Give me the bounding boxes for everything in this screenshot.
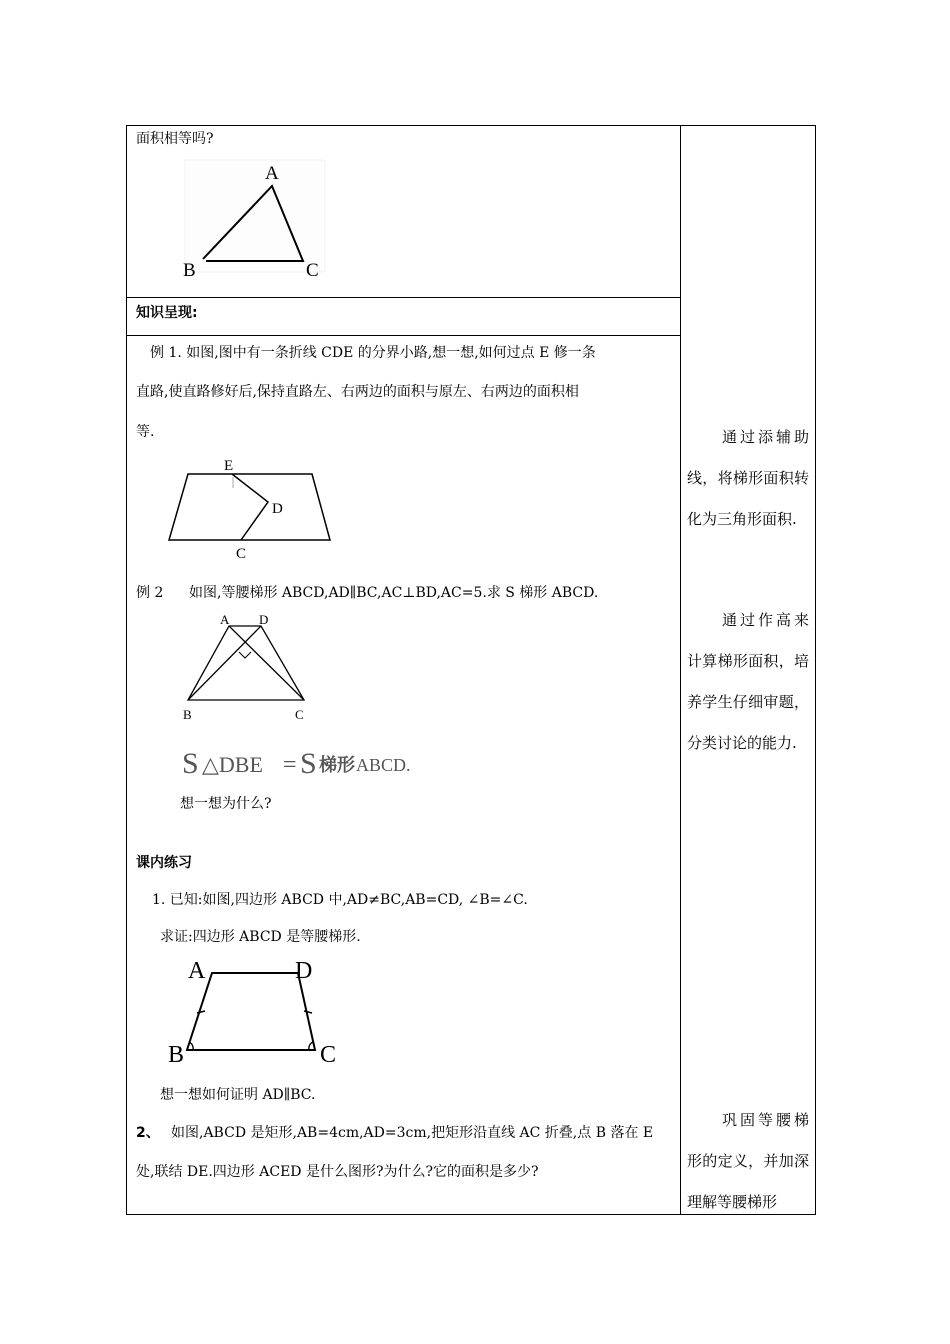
- triangle-figure: [180, 155, 340, 285]
- label-a: A: [220, 612, 230, 627]
- label-c: C: [306, 260, 319, 281]
- trapezoid-abcd-figure: [160, 955, 350, 1070]
- label-d: D: [259, 612, 269, 627]
- example1-line2: 直路,使直路修好后,保持直路左、右两边的面积与原左、右两边的面积相: [136, 384, 579, 400]
- label-c: C: [295, 707, 304, 722]
- example1-line1: 例 1. 如图,图中有一条折线 CDE 的分界小路,想一想,如何过点 E 修一条: [150, 345, 596, 361]
- side-note-2: 通过作高来计算梯形面积，培养学生仔细审题，分类讨论的能力.: [687, 611, 809, 752]
- label-a: A: [265, 163, 279, 184]
- example1-line3: 等.: [136, 424, 155, 440]
- label-d: D: [295, 958, 313, 984]
- label-b: B: [183, 260, 196, 281]
- label-e: E: [224, 458, 234, 474]
- formula-trapezoid: 梯形: [319, 755, 355, 775]
- formula-s2: S: [300, 747, 317, 780]
- question-text: 面积相等吗?: [136, 131, 214, 147]
- side-note-3: 巩固等腰梯形的定义，并加深理解等腰梯形: [687, 1111, 809, 1211]
- example2-text: 如图,等腰梯形 ABCD,AD∥BC,AC⊥BD,AC=5.求 S 梯形 ABCD.: [189, 585, 599, 601]
- label-c: C: [320, 1042, 337, 1068]
- row-divider: [126, 297, 681, 298]
- label-b: B: [183, 707, 192, 722]
- example2-number: 例 2: [136, 585, 164, 601]
- formula-triangle: △DBE: [202, 752, 263, 777]
- practice2-number: 2、: [136, 1125, 160, 1141]
- formula-equals: =: [283, 752, 297, 778]
- think-text-2: 想一想如何证明 AD∥BC.: [160, 1087, 316, 1103]
- section-practice: 课内练习: [136, 855, 192, 871]
- row-divider: [126, 335, 681, 336]
- path-trapezoid-figure: [165, 452, 340, 567]
- practice2-line2: 处,联结 DE.四边形 ACED 是什么图形?为什么?它的面积是多少?: [136, 1164, 539, 1180]
- side-note-1: 通过添辅助线，将梯形面积转化为三角形面积.: [687, 428, 809, 528]
- think-text: 想一想为什么?: [180, 796, 272, 812]
- column-divider: [680, 125, 681, 1215]
- label-c: C: [236, 546, 247, 562]
- practice2-line1: 如图,ABCD 是矩形,AB=4cm,AD=3cm,把矩形沿直线 AC 折叠,点 B 落在 E: [171, 1125, 654, 1141]
- isosceles-trapezoid-figure: [180, 612, 310, 727]
- practice1-line2: 求证:四边形 ABCD 是等腰梯形.: [160, 929, 361, 945]
- label-b: B: [168, 1042, 185, 1068]
- area-formula: [182, 744, 422, 778]
- formula-s1: S: [182, 747, 199, 780]
- label-a: A: [188, 958, 206, 984]
- section-knowledge: 知识呈现:: [136, 305, 198, 321]
- label-d: D: [272, 501, 283, 517]
- formula-abcd: ABCD.: [356, 755, 411, 775]
- practice1-line1: 1. 已知:如图,四边形 ABCD 中,AD≠BC,AB=CD, ∠B=∠C.: [152, 892, 528, 908]
